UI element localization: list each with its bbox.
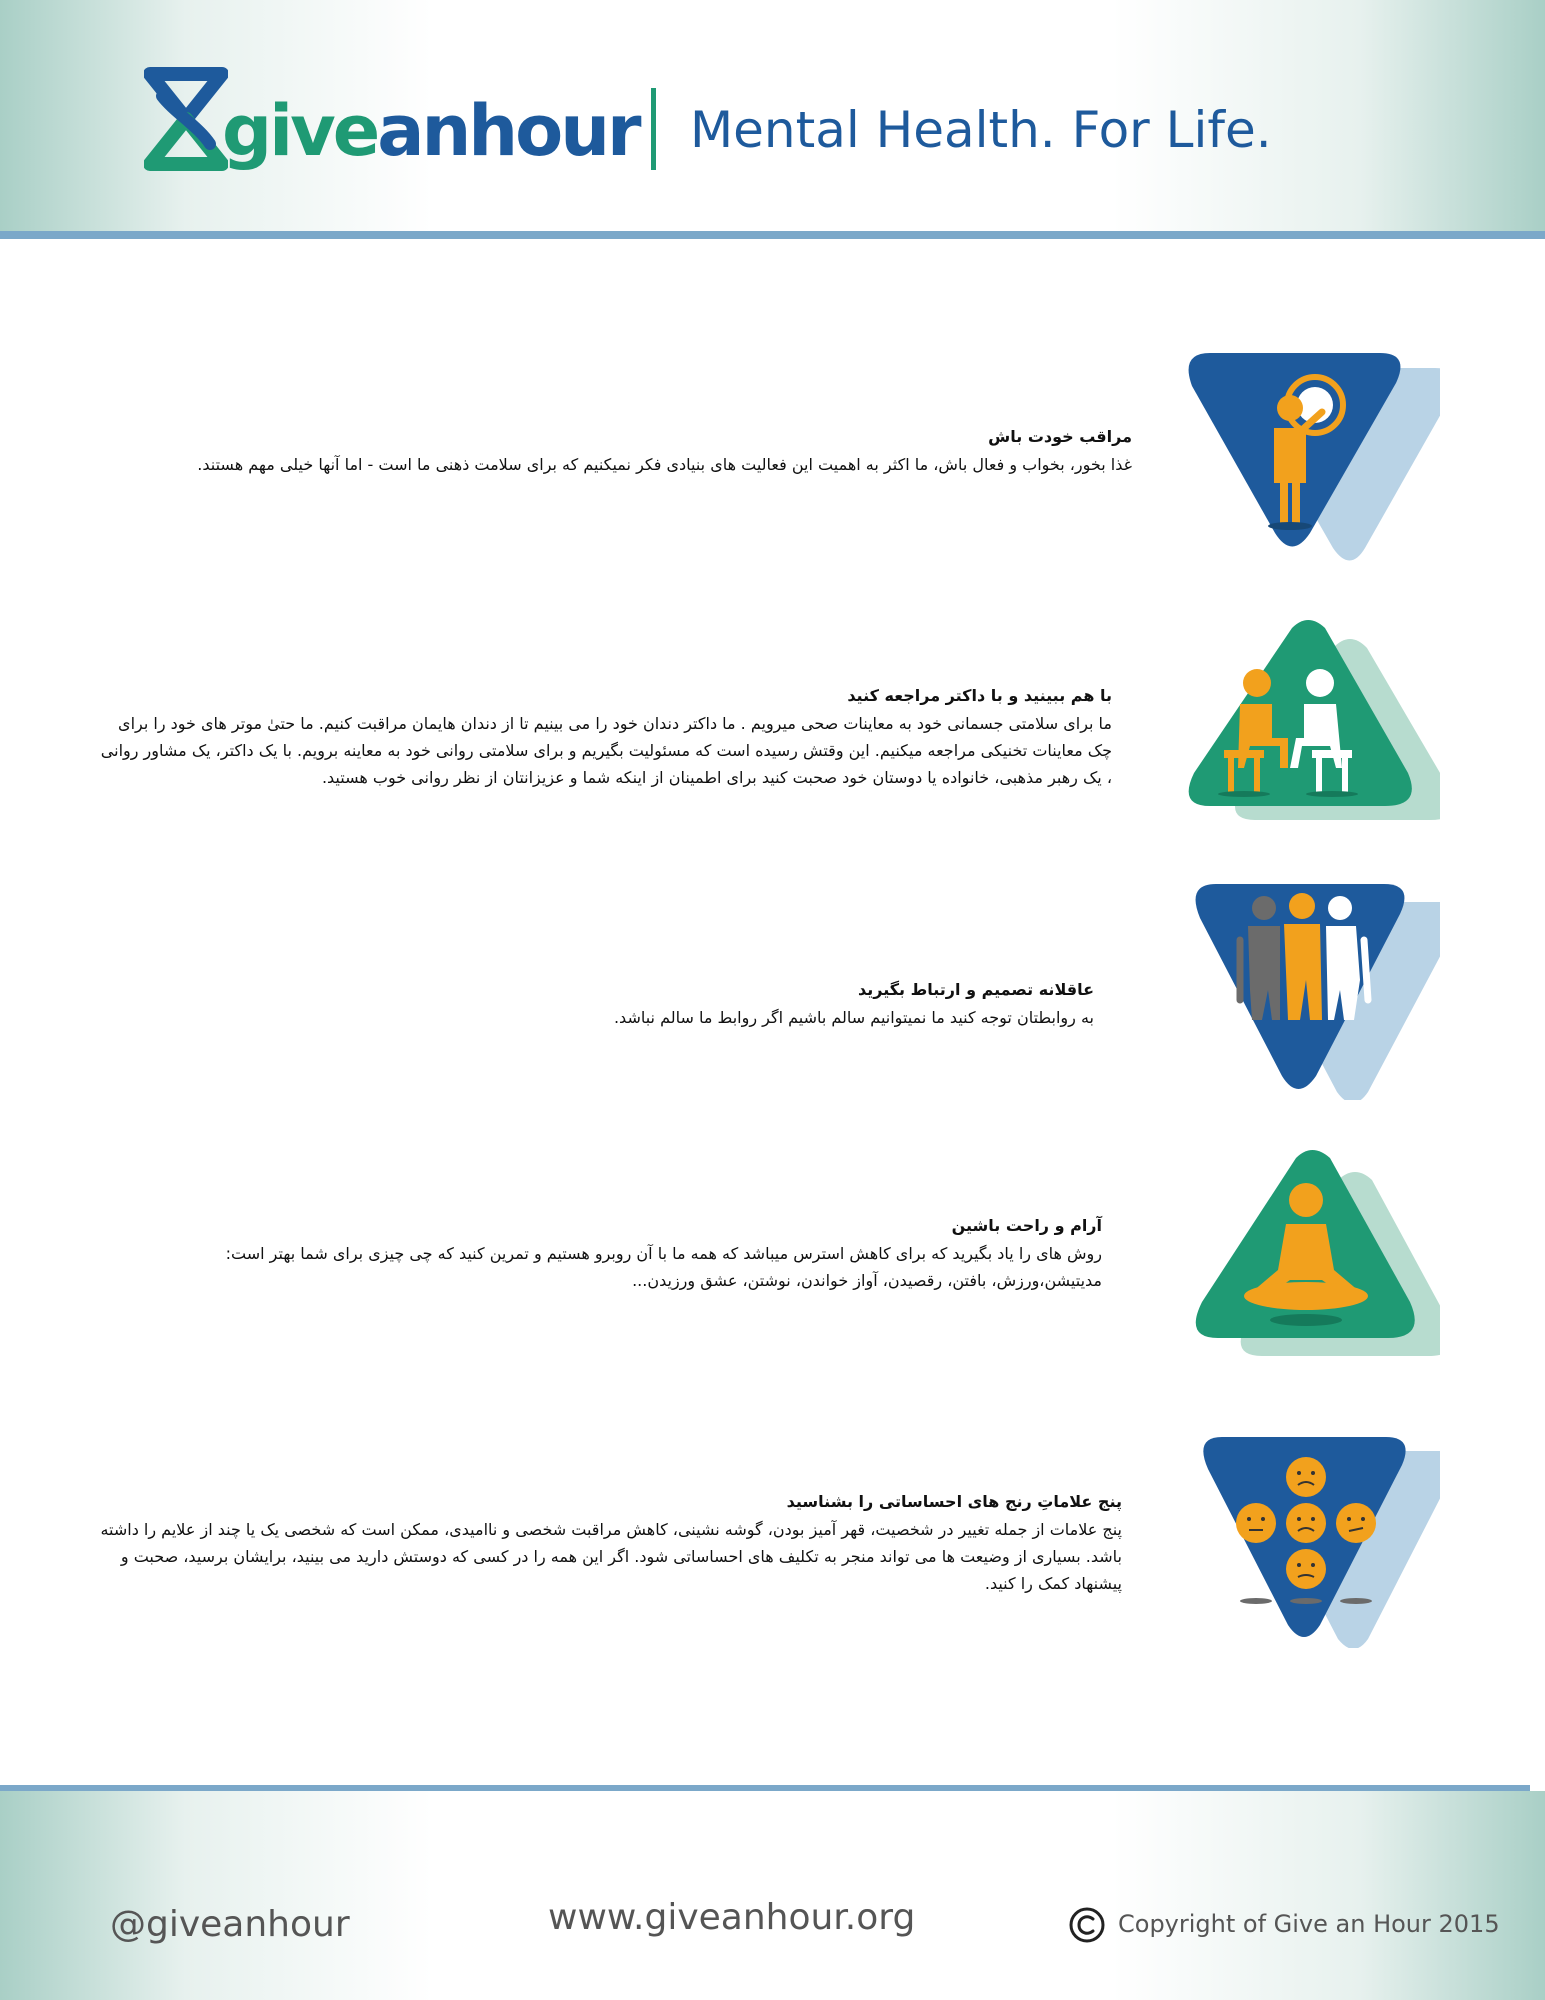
tagline: Mental Health. For Life. [690, 101, 1272, 159]
hourglass-logo-icon [144, 66, 228, 172]
header-divider [0, 231, 1545, 239]
copyright-icon [1068, 1906, 1106, 1944]
section-text [140, 1214, 1102, 1294]
section-body: ما برای سلامتی جسمانی خود به معاینات صحی میرویم . ما داکتر دندان خود را می بینیم تا از دندان هایمان مراقبت کنیم. ما حتیٰ موتر های خود را برای چک معاینات تخنیکی مراجعه میکنیم. این وقتش رسیده است که مسئولیت بگیریم و برای سلامتی روانی خود به معاینه برویم. با یک داکتر، یک مشاور روانی ، یک رهبر مذهبی، خانواده یا دوستان خود صحبت کنید برای اطمینان از اینکه شما و عزیزانتان از نظر روانی خوب هستید. [100, 714, 1112, 787]
logo-give: give [222, 90, 378, 172]
section-title: عاقلانه تصمیم و ارتباط بگیرید [858, 980, 1094, 999]
section-title: با هم ببینید و با داکتر مراجعه کنید [847, 686, 1112, 705]
logo-hour: hour [468, 90, 639, 172]
copyright-text: Copyright of Give an Hour 2015 [1118, 1910, 1500, 1938]
section-title: آرام و راحت باشین [951, 1216, 1102, 1235]
section-text [100, 1490, 1122, 1597]
relationships-icon [1188, 880, 1440, 1100]
section-text [140, 425, 1132, 478]
counseling-icon [1180, 618, 1440, 828]
section-title: پنج علاماتِ رنج های احساساتی را بشناسید [786, 1492, 1122, 1511]
website-url: www.giveanhour.org [548, 1897, 916, 1938]
social-handle: @giveanhour [110, 1904, 350, 1945]
logo-an: an [377, 90, 469, 172]
section-text [400, 978, 1094, 1031]
self-care-icon [1180, 348, 1440, 563]
page-footer [0, 1791, 1545, 2000]
logo-wordmark [222, 86, 639, 176]
section-text [100, 684, 1112, 791]
five-signs-icon [1196, 1433, 1440, 1648]
logo-separator [651, 88, 656, 170]
section-body: روش های را یاد بگیرید که برای کاهش استرس میباشد که همه ما با آن روبرو هستیم و تمرین کنید که چی چیزی برای شما بهتر است: مدیتیشن،ورزش، بافتن، رقصیدن، آواز خواندن، نوشتن، عشق ورزیدن... [225, 1244, 1102, 1290]
section-title: مراقب خودت باش [988, 427, 1132, 446]
section-body: پنج علامات از جمله تغییر در شخصیت، قهر آمیز بودن، گوشه نشینی، کاهش مراقبت شخصی و ناامیدی، ممکن است که شخصی یک یا چند از علایم را داشته باشد. بسیاری از وضیعت ها می تواند منجر به تکلیف های احساساتی شود. اگر این همه را در کسی که دوستش دارید می بینید، برایشان برسید، صحبت و پیشنهاد کمک را کنید. [100, 1520, 1122, 1593]
section-body: به روابطتان توجه کنید ما نمیتوانیم سالم باشیم اگر روابط ما سالم نباشد. [613, 1008, 1094, 1027]
meditation-icon [1188, 1150, 1440, 1370]
section-body: غذا بخور، بخواب و فعال باش، ما اکثر به اهمیت این فعالیت های بنیادی فکر نمیکنیم که برای سلامت ذهنی ما است - اما آنها خیلی مهم هستند. [197, 455, 1132, 474]
